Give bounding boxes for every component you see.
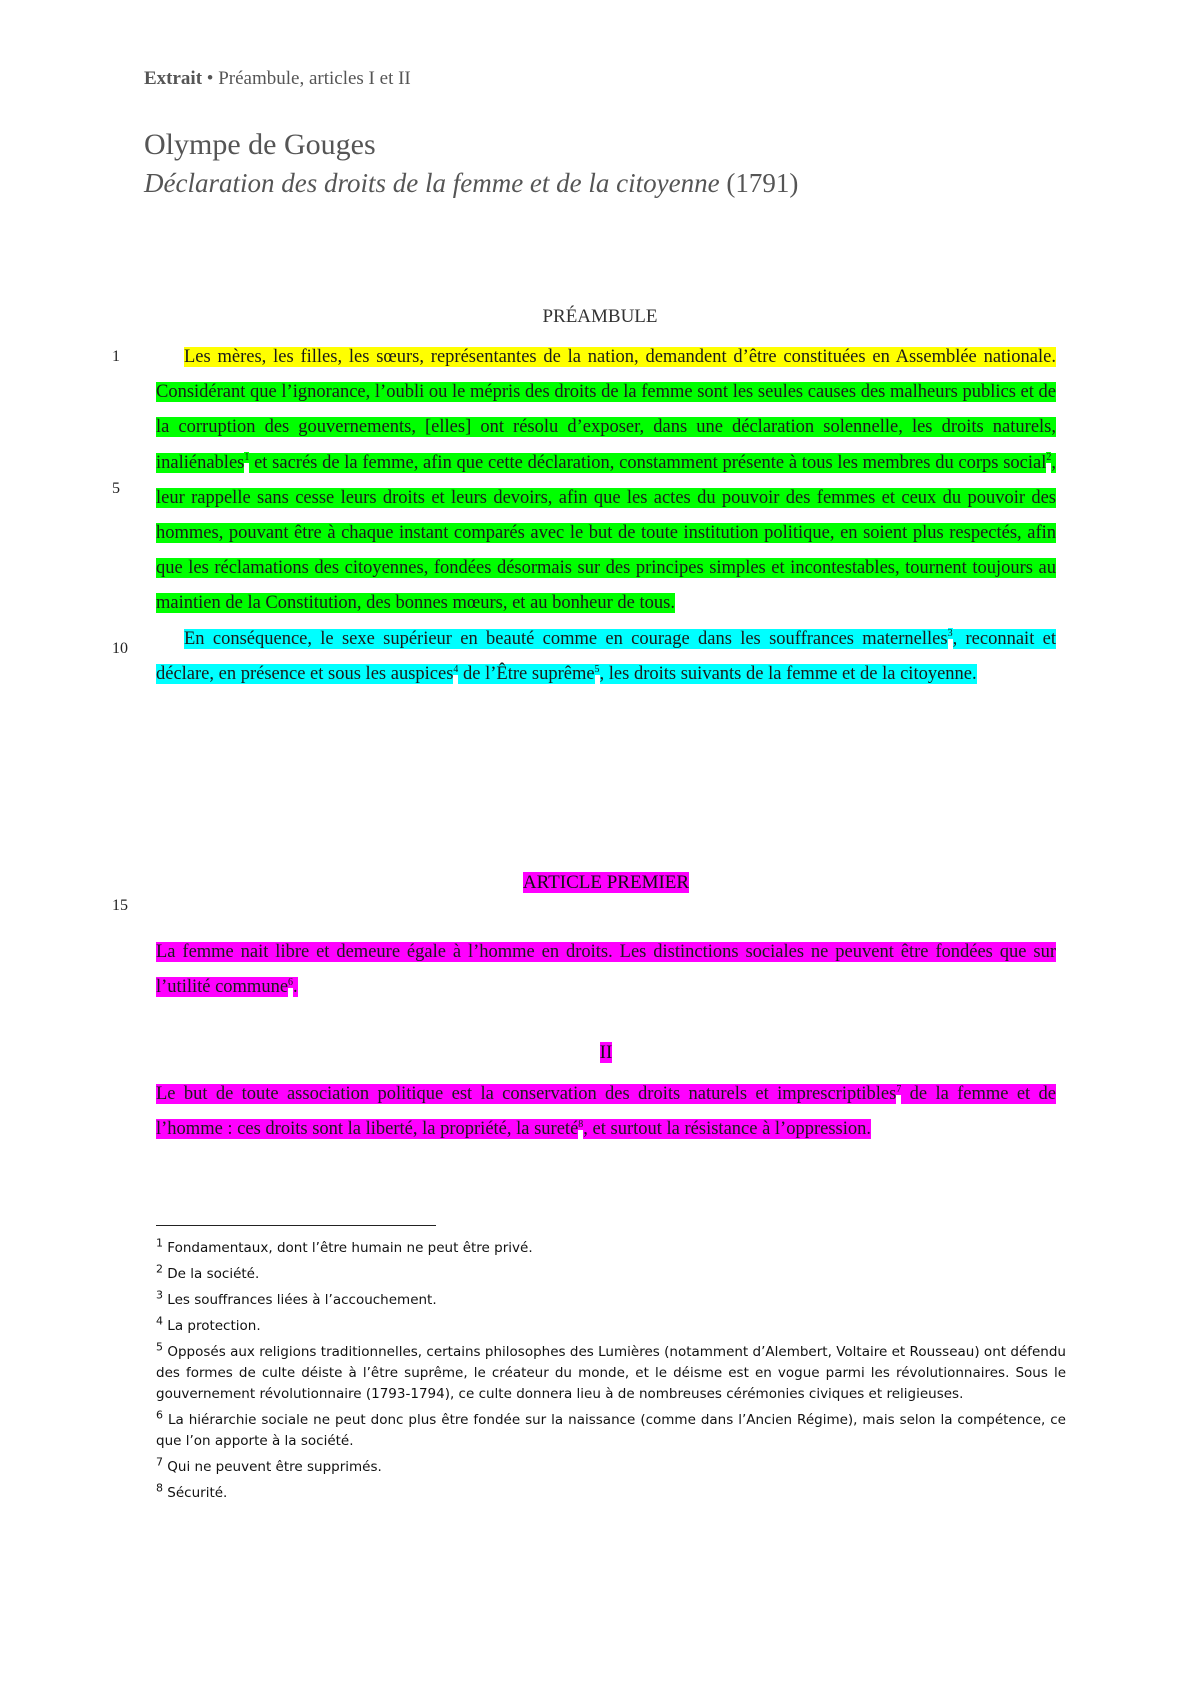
footnote-num: 5 <box>156 1340 163 1354</box>
footnote-num: 3 <box>156 1288 163 1302</box>
footnotes <box>156 1238 1066 1509</box>
article-2-body-b: de la femme et de l’homme : ces droits sont la liberté, la propriété, la sureté <box>156 1084 1056 1140</box>
footnote-4 <box>156 1316 1066 1337</box>
article-2-heading <box>156 1042 1056 1064</box>
footnote-num: 1 <box>156 1236 163 1250</box>
footnote-ref-3[interactable]: 3 <box>947 628 953 640</box>
article-2-body-c: , et surtout la résistance à l’oppression. <box>583 1119 871 1140</box>
line-number-10: 10 <box>112 640 128 657</box>
article-1-end: . <box>293 977 298 998</box>
header-subtitle: • Préambule, articles I et II <box>202 68 411 89</box>
footnote-text: De la société. <box>163 1266 260 1282</box>
footnote-ref-2[interactable]: 2 <box>1046 452 1052 464</box>
footnote-3 <box>156 1290 1066 1311</box>
footnote-ref-8[interactable]: 8 <box>578 1119 584 1131</box>
article-1-body: La femme nait libre et demeure égale à l’homme en droits. Les distinctions sociales ne peuvent être fondées que sur l’utilité commune <box>156 942 1056 998</box>
author-name: Olympe de Gouges <box>144 128 376 161</box>
footnote-separator <box>156 1225 436 1226</box>
footnote-5 <box>156 1342 1066 1405</box>
highlight-cyan-b: , reconnait et déclare, en présence et sous les auspices <box>156 628 1056 684</box>
document-header <box>144 68 411 90</box>
article-2-text <box>156 1077 1056 1147</box>
footnote-ref-6[interactable]: 6 <box>288 977 294 989</box>
article-2-body-a: Le but de toute association politique est la conservation des droits naturels et imprescriptibles <box>156 1084 897 1104</box>
footnote-ref-5[interactable]: 5 <box>594 663 600 675</box>
footnote-6 <box>156 1410 1066 1452</box>
footnote-ref-4[interactable]: 4 <box>453 663 459 675</box>
footnote-text: Qui ne peuvent être supprimés. <box>163 1459 382 1475</box>
line-number-5: 5 <box>112 480 120 497</box>
article-2-title: II <box>599 1042 613 1063</box>
article-1-title: ARTICLE PREMIER <box>522 872 690 893</box>
footnote-num: 8 <box>156 1481 163 1495</box>
footnote-text: Les souffrances liées à l’accouchement. <box>163 1292 437 1308</box>
highlight-cyan-d: , les droits suivants de la femme et de la citoyenne. <box>599 663 977 684</box>
footnote-text: Fondamentaux, dont l’être humain ne peut être privé. <box>163 1240 533 1256</box>
footnote-8 <box>156 1483 1066 1504</box>
footnote-text: La protection. <box>163 1318 261 1334</box>
article-2-paragraph <box>156 1077 1056 1147</box>
footnote-7 <box>156 1457 1066 1478</box>
work-title-italic: Déclaration des droits de la femme et de la citoyenne <box>144 168 720 198</box>
preamble-paragraph-2 <box>156 622 1056 692</box>
preamble-paragraph-1 <box>156 340 1056 622</box>
work-year: (1791) <box>719 168 799 198</box>
footnote-ref-7[interactable]: 7 <box>896 1083 902 1095</box>
line-number-1: 1 <box>112 348 120 365</box>
footnote-num: 7 <box>156 1455 163 1469</box>
footnote-text: Opposés aux religions traditionnelles, certains philosophes des Lumières (notamment d’Alembert, Voltaire et Rousseau) ont défendu des formes de culte déiste à l’être suprême, le créateur du monde, et le déisme est en vogue parmi les révolutionnaires. Sous le gouvernement révolutionnaire (1793-1794), ce culte donnera lieu à de nombreuses cérémonies civiques et religieuses. <box>156 1344 1066 1402</box>
line-number-15: 15 <box>112 897 128 914</box>
article-1-heading <box>156 872 1056 894</box>
highlight-cyan-c: de l’Être suprême <box>458 663 595 684</box>
article-1-paragraph <box>156 935 1056 1005</box>
footnote-2 <box>156 1264 1066 1285</box>
preamble-heading: PRÉAMBULE <box>542 306 658 327</box>
footnote-num: 2 <box>156 1262 163 1276</box>
preamble-text <box>156 340 1056 692</box>
footnote-text: Sécurité. <box>163 1485 228 1501</box>
highlight-yellow: Les mères, les filles, les sœurs, représentantes de la nation, demandent d’être constituées en Assemblée nationale. <box>184 347 1056 367</box>
footnote-ref-1[interactable]: 1 <box>244 452 250 464</box>
highlight-cyan-a: En conséquence, le sexe supérieur en beauté comme en courage dans les souffrances maternelles <box>184 628 948 649</box>
highlight-green-b: et sacrés de la femme, afin que cette déclaration, constamment présente à tous les membres du corps social <box>249 452 1047 473</box>
footnote-num: 4 <box>156 1314 163 1328</box>
work-title <box>144 168 798 199</box>
header-label: Extrait <box>144 68 203 89</box>
footnote-1 <box>156 1238 1066 1259</box>
highlight-green-a: Considérant que l’ignorance, l’oubli ou le mépris des droits de la femme sont les seules causes des malheurs publics et de la corruption des gouvernements, [elles] ont résolu d’exposer, dans une déclaration solennelle, les droits naturels, inaliénables <box>156 382 1056 473</box>
highlight-green-c: , leur rappelle sans cesse leurs droits et leurs devoirs, afin que les actes du pouvoir des femmes et ceux du pouvoir des hommes, pouvant être à chaque instant comparés avec le but de toute institution politique, en soient plus respectés, afin que les réclamations des citoyennes, fondées désormais sur des principes simples et incontestables, tournent toujours au maintien de la Constitution, des bonnes mœurs, et au bonheur de tous. <box>156 452 1056 614</box>
footnote-num: 6 <box>156 1408 163 1422</box>
article-1-text <box>156 935 1056 1005</box>
footnote-text: La hiérarchie sociale ne peut donc plus être fondée sur la naissance (comme dans l’Ancien Régime), mais selon la compétence, ce que l’on apporte à la société. <box>156 1412 1066 1449</box>
